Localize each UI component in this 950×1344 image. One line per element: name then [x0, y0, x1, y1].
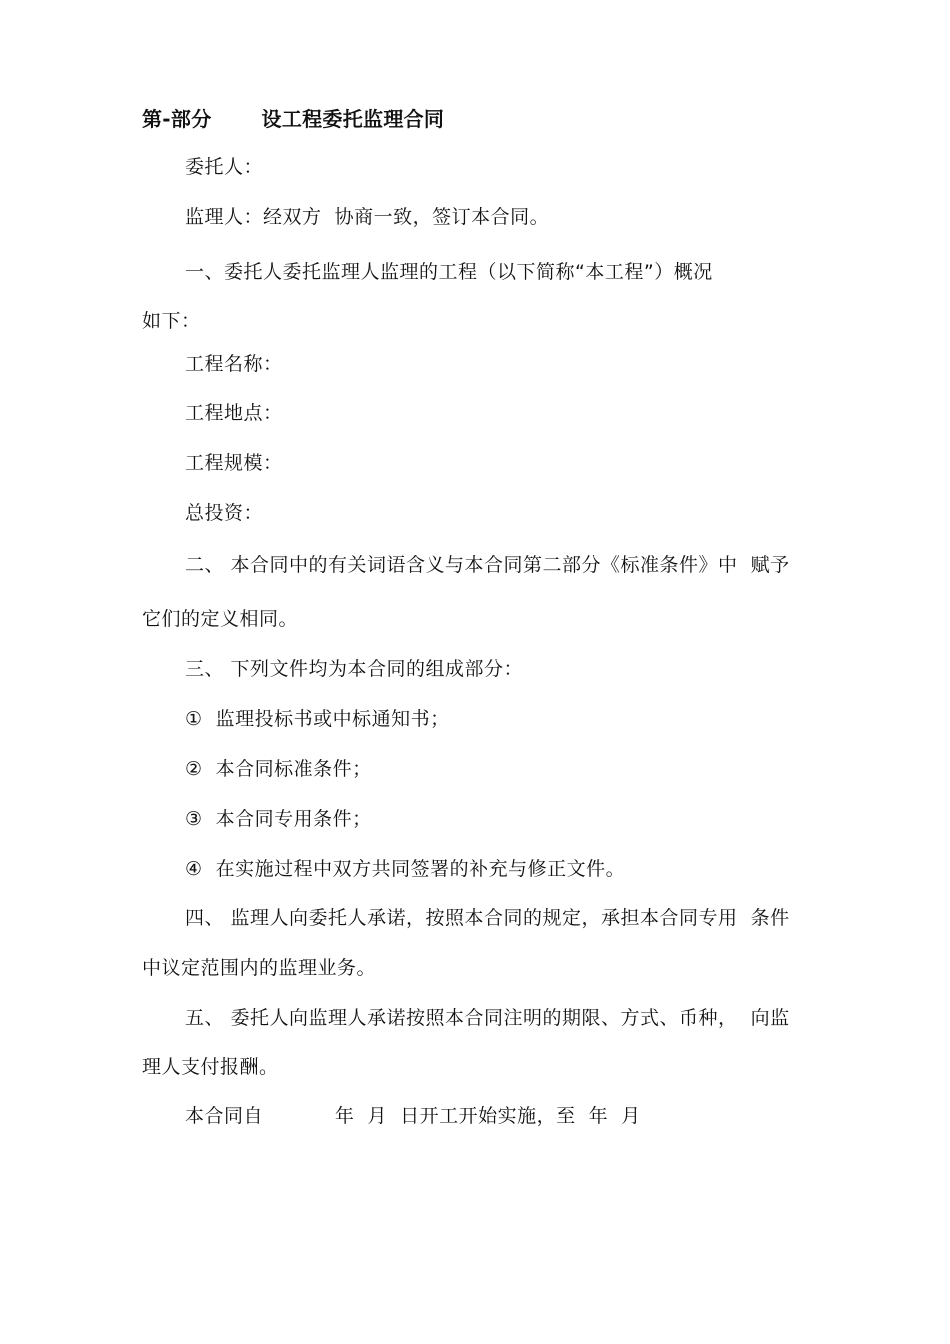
- document-title: [142, 106, 444, 132]
- clause-4-line-2: 中议定范围内的监理业务。: [142, 957, 377, 979]
- project-scale-line: 工程规模：: [185, 452, 283, 474]
- clause-2-line-2: 它们的定义相同。: [142, 608, 299, 630]
- contract-period-line: 本合同自 年 月 日开工开始实施，至 年 月: [185, 1105, 641, 1127]
- clause-1-line-2: 如下：: [142, 310, 201, 332]
- clause-3-line: 三、 下列文件均为本合同的组成部分：: [185, 658, 524, 680]
- clause-4-line-1: 四、 监理人向委托人承诺，按照本合同的规定，承担本合同专用 条件: [185, 907, 790, 929]
- client-line: 委托人：: [185, 156, 264, 178]
- title-part: 第-部分: [142, 107, 212, 131]
- total-investment-line: 总投资：: [185, 502, 264, 524]
- document-item-3: ③ 本合同专用条件；: [185, 808, 372, 830]
- clause-1-line-1: 一、委托人委托监理人监理的工程（以下简称“本工程”）概况: [185, 261, 713, 283]
- document-item-1: ① 监理投标书或中标通知书；: [185, 708, 450, 730]
- clause-5-line-1: 五、 委托人向监理人承诺按照本合同注明的期限、方式、币种， 向监: [185, 1007, 790, 1029]
- title-main: 设工程委托监理合同: [261, 107, 445, 131]
- project-name-line: 工程名称：: [185, 353, 283, 375]
- document-item-4: ④ 在实施过程中双方共同签署的补充与修正文件。: [185, 858, 626, 880]
- project-location-line: 工程地点：: [185, 402, 283, 424]
- clause-5-line-2: 理人支付报酬。: [142, 1056, 279, 1078]
- clause-2-line-1: 二、 本合同中的有关词语含义与本合同第二部分《标准条件》中 赋予: [185, 554, 790, 576]
- document-item-2: ② 本合同标准条件；: [185, 758, 372, 780]
- supervisor-line: 监理人：经双方 协商一致，签订本合同。: [185, 206, 550, 228]
